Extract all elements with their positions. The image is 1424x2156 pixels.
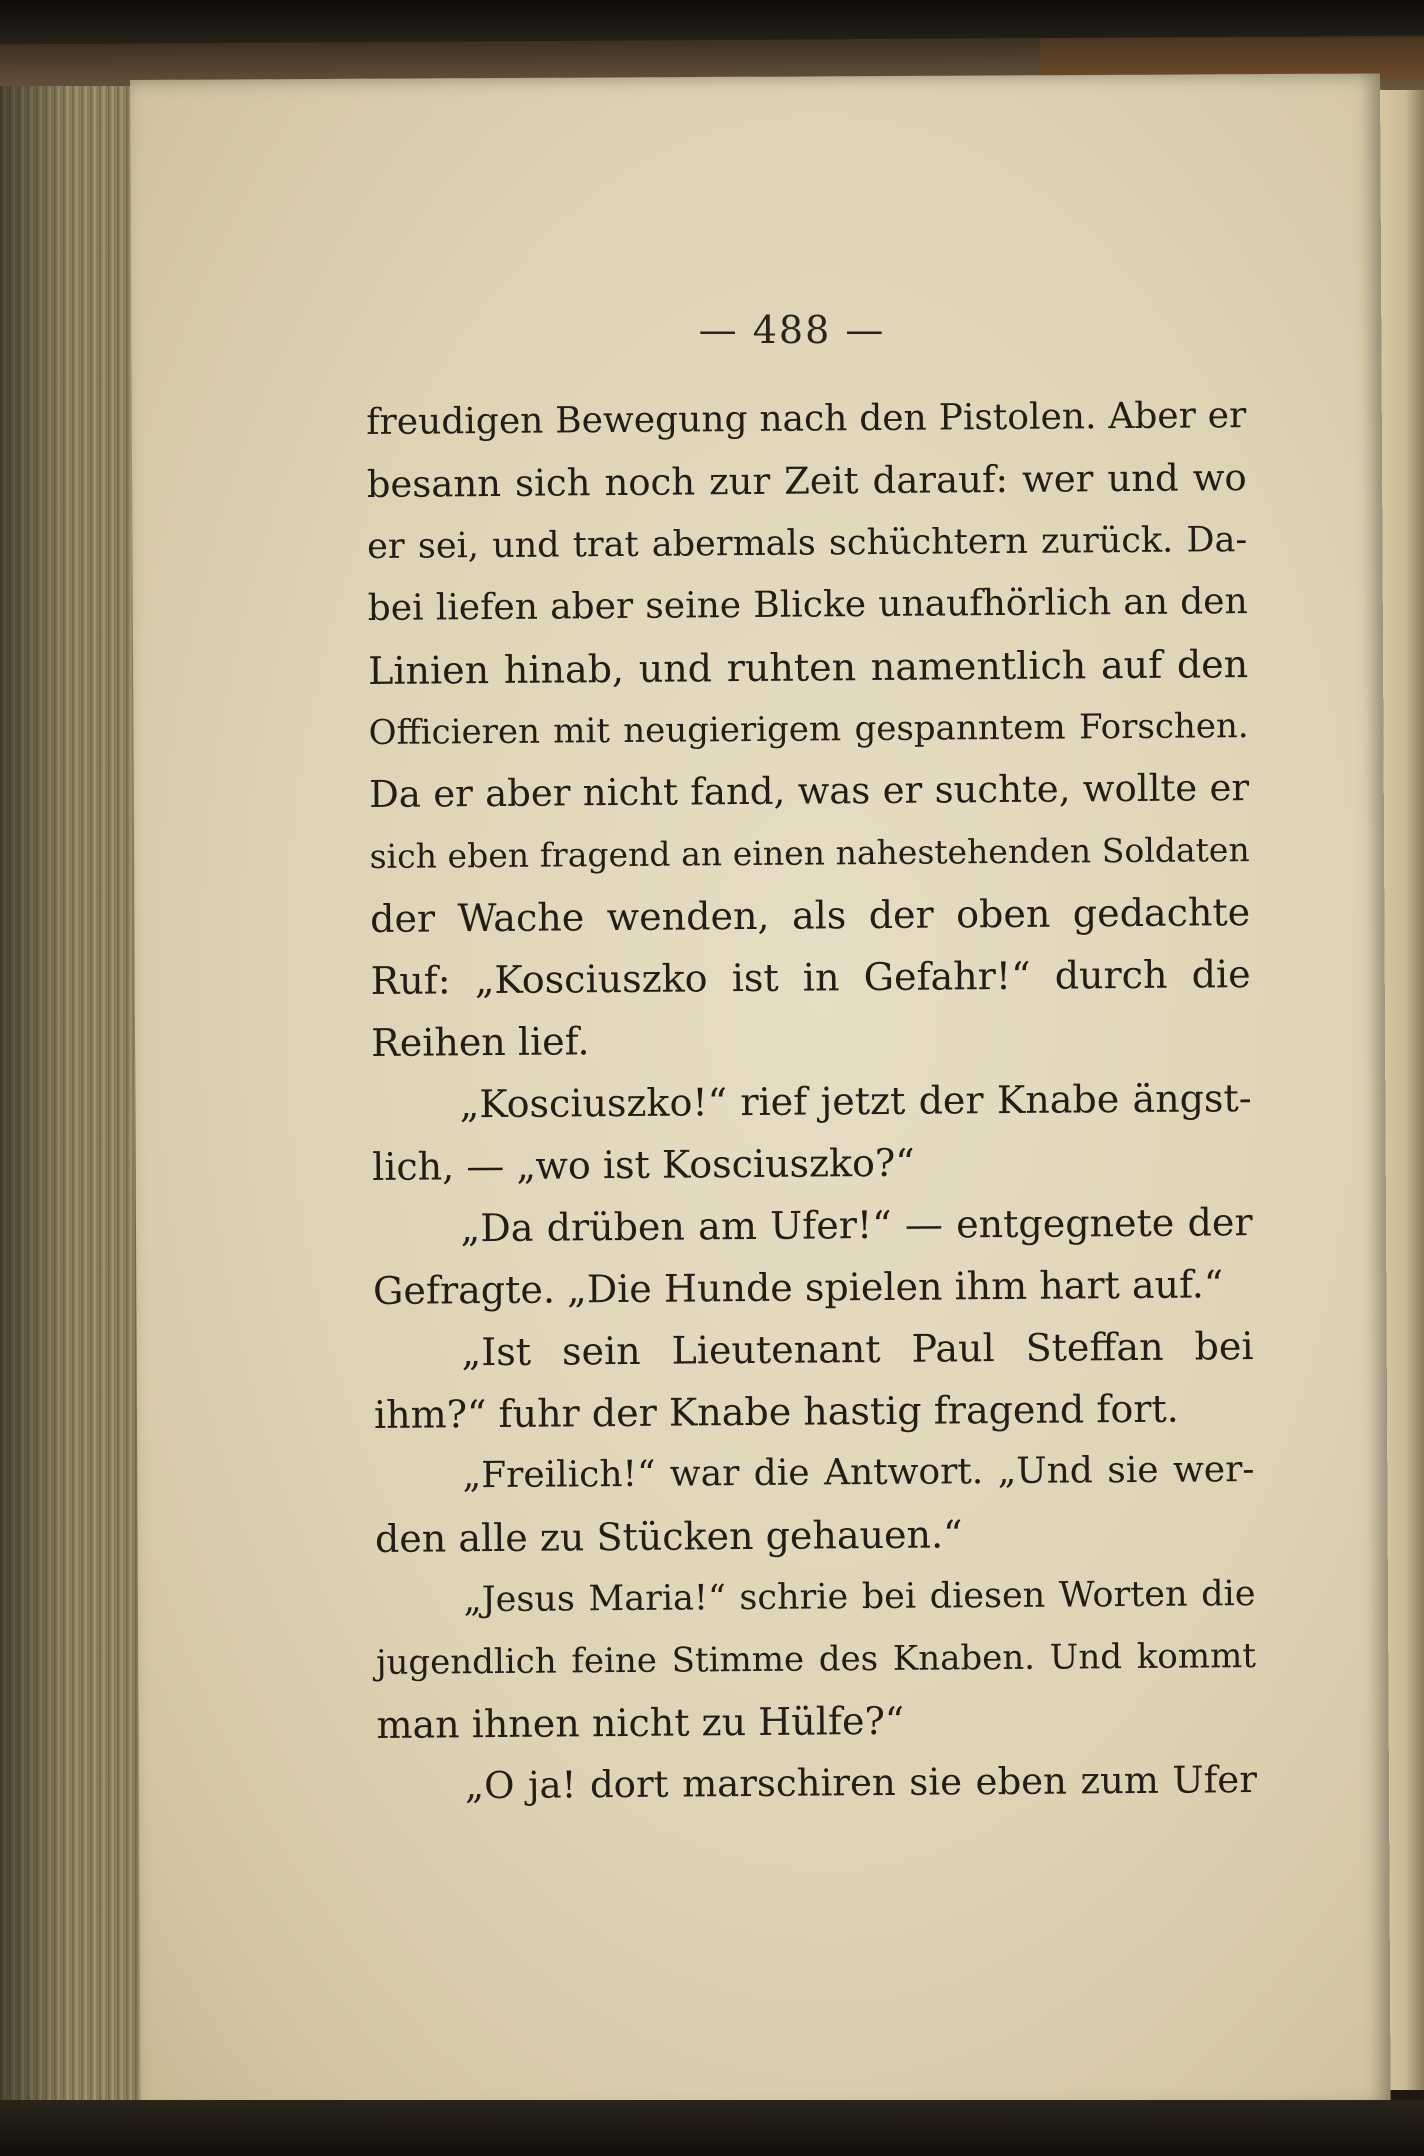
text-line: bei liefen aber seine Blicke unaufhörlich an den <box>367 581 1248 629</box>
text-line: „Ist sein Lieutenant Paul Steffan bei <box>461 1324 1254 1375</box>
text-line: der Wache wenden, als der oben gedachte <box>369 890 1251 941</box>
body-text <box>366 385 1257 1818</box>
text-line: er sei, und trat abermals schüchtern zurück. Da- <box>367 520 1248 567</box>
text-line: den alle zu Stücken gehauen.“ <box>374 1512 963 1561</box>
text-line: „Kosciuszko!“ rief jetzt der Knabe ängst- <box>459 1076 1252 1127</box>
text-line: Da er aber nicht fand, was er suchte, wollte er <box>368 766 1250 816</box>
page-number-header <box>0 308 1424 352</box>
text-line: Officieren mit neugierigem gespanntem Forschen. <box>368 706 1249 753</box>
text-line: „Da drüben am Ufer!“ — entgegnete der <box>460 1200 1253 1251</box>
text-line: Reihen lief. <box>370 1019 590 1065</box>
text-line: Ruf: „Kosciuszko ist in Gefahr!“ durch die <box>370 952 1251 1003</box>
page-number: — 488 — <box>698 308 886 352</box>
background-bottom <box>0 2100 1424 2156</box>
text-line: besann sich noch zur Zeit darauf: wer und wo <box>366 456 1247 506</box>
text-line: Gefragte. „Die Hunde spielen ihm hart auf.“ <box>372 1262 1224 1313</box>
text-line: jugendlich feine Stimme des Knaben. Und kommt <box>375 1636 1257 1683</box>
text-line: „Jesus Maria!“ schrie bei diesen Worten die <box>463 1574 1256 1621</box>
text-line: ihm?“ fuhr der Knabe hastig fragend fort. <box>373 1386 1179 1437</box>
text-line: Linien hinab, und ruhten namentlich auf den <box>368 642 1249 693</box>
text-line: freudigen Bewegung nach den Pistolen. Aber er <box>366 395 1247 443</box>
text-line: lich, — „wo ist Kosciuszko?“ <box>371 1140 915 1189</box>
text-line: „O ja! dort marschiren sie eben zum Ufer <box>464 1758 1258 1808</box>
book-cover-corner <box>1040 38 1424 78</box>
text-line: „Freilich!“ war die Antwort. „Und sie wer- <box>462 1449 1255 1497</box>
text-line: man ihnen nicht zu Hülfe?“ <box>376 1698 905 1747</box>
text-line: sich eben fragend an einen nahestehenden Soldaten <box>369 830 1250 876</box>
